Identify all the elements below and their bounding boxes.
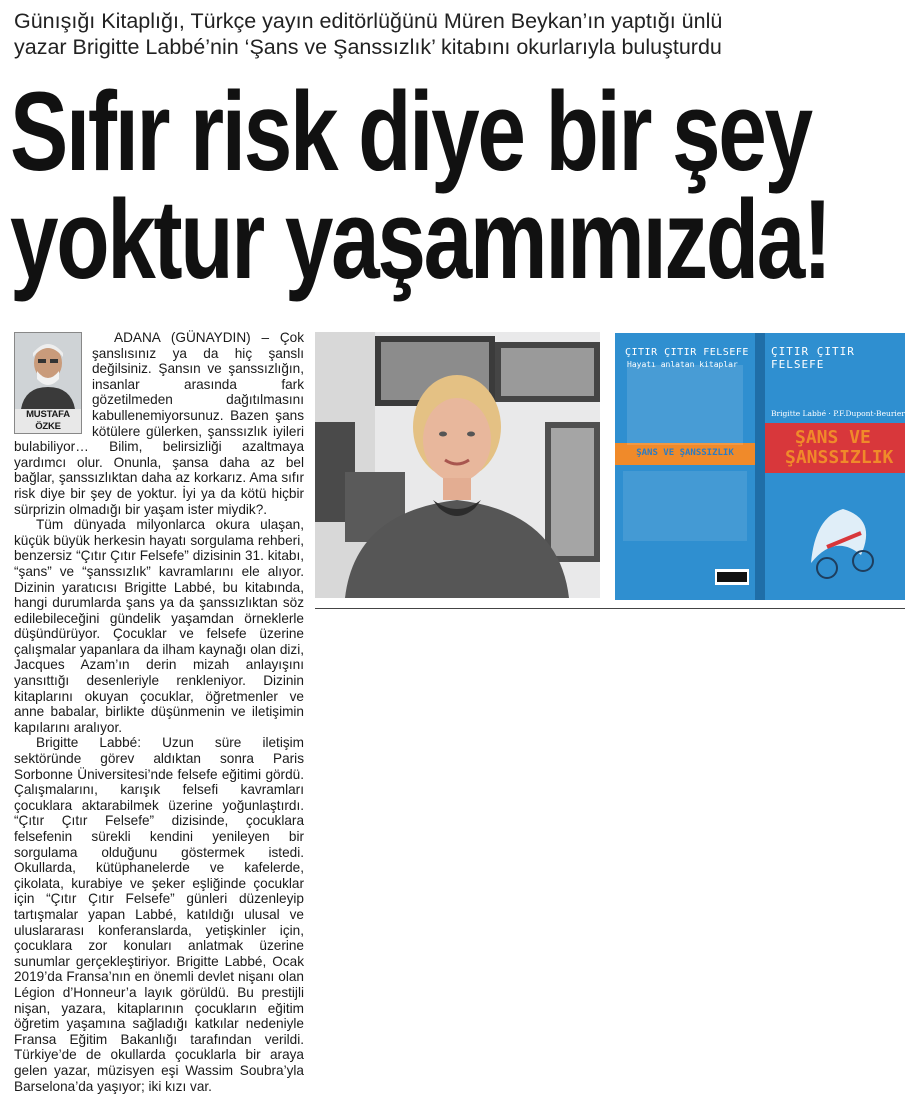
book-title-line-2: ŞANSSIZLIK bbox=[785, 447, 894, 468]
article-paragraph-1: ADANA (GÜNAYDIN) – Çok şanslısınız ya da hiç şanslı değilsiniz. Şansın ve şanssızlığın, insanlar arasında fark gözetilmeden dağıtılmasını kabullenemiyorsunuz. Bazen şans kötülere gülerken, şanssızlık iyileri bulabiliyor… Bilim, belirsizliği azaltmaya yardımcı olur. Onunla, şansa daha az bel bağlar, şanssızlıktan daha az korkarız. Ama sıfır risk diye bir şey de yoktur. İyi ya da kötü hiçbir sürprizin olmadığı bir yaşam ister miydik?. bbox=[14, 330, 304, 517]
book-spine-title: ŞANS VE ŞANSSIZLIK bbox=[636, 448, 734, 458]
article-paragraph-3: Brigitte Labbé: Uzun süre iletişim sektöründe görev aldıktan sonra Paris Sorbonne Üniversitesi’nde felsefe eğitimi gördü. Çalışmalarını, karışık felsefi kavramları çocuklara aktarabilmek üzerine yoğunlaştırdı. “Çıtır Çıtır Felsefe” dizisinde, çocuklara felsefenin sürekli kendini yenileyen bir sorgulama olduğunu göstermek istedi. Okullarda, kütüphanelerde ve kafelerde, çikolata, kurabiye ve şeker eşliğinde çocuklar için “Çıtır Çıtır Felsefe” günleri düzenleyip tartışmalar yapan Labbé, katıldığı ulusal ve uluslararası konferanslarda, yetişkinler için, çocuklara zor konuları anlatmak üzerine sunumlar gerçekleştiriyor. Brigitte Labbé, Ocak 2019’da Fransa’nın en önemli devlet nişanı olan Légion d’Honneur’a layık görüldü. Bu prestijli nişan, yazara, kitaplarının çocukların eğitim öğretim yaşamına sağladığı katkılar nedeniyle Fransa Eğitim Bakanlığı tarafından verildi. Türkiye’de de okullarda çocuklarla bir araya gelen yazar, müzisyen eşi Wassim Soubra’yla Barselona’da yaşıyor; iki kızı var. bbox=[14, 735, 304, 1094]
article-body bbox=[14, 330, 304, 1094]
author-photo bbox=[15, 333, 81, 409]
photo-divider bbox=[315, 608, 905, 609]
author-name: MUSTAFA ÖZKE bbox=[15, 409, 81, 433]
kicker bbox=[14, 8, 906, 60]
book-series-back-subtitle: Hayatı anlatan kitaplar bbox=[627, 360, 738, 369]
headline bbox=[10, 69, 830, 302]
book-series-back: ÇITIR ÇITIR FELSEFE bbox=[625, 347, 749, 358]
kicker-line-1: Günışığı Kitaplığı, Türkçe yayın editörlüğünü Müren Beykan’ın yaptığı ünlü bbox=[14, 9, 723, 33]
author-portrait-photo bbox=[315, 332, 600, 598]
headline-line-1: Sıfır risk diye bir şey bbox=[10, 69, 811, 194]
book-series-front: ÇITIR ÇITIR FELSEFE bbox=[771, 345, 855, 371]
author-box bbox=[14, 332, 82, 434]
book-authors: Brigitte Labbé · P.F.Dupont-Beurier bbox=[771, 409, 905, 418]
headline-line-2: yoktur yaşamımızda! bbox=[10, 177, 830, 302]
portrait-illustration bbox=[315, 332, 600, 598]
kicker-line-2: yazar Brigitte Labbé’nin ‘Şans ve Şanssızlık’ kitabını okurlarıyla buluşturdu bbox=[14, 35, 722, 59]
book-cover-photo bbox=[615, 333, 905, 600]
article-paragraph-2: Tüm dünyada milyonlarca okura ulaşan, küçük büyük herkesin hayatı sorgulama rehberi, benzersiz “Çıtır Çıtır Felsefe” dizisinin 31. kitabı, “şans” ve “şanssızlık” kavramlarını ele alıyor. Dizinin yaratıcısı Brigitte Labbé, bu kitabında, hangi durumlarda şans ya da şanssızlıktan söz edilebileceğini gündelik yaşamdan örneklerle düşündürüyor. Çocuklar ve felsefe üzerine çalışmalar yapanlara da ilham kaynağı olan dizi, Jacques Azam’ın derin mizah anlayışını yansıttığı desenleriyle renkleniyor. Dizinin kitaplarını okuyan çocuklar, öğretmenler ve anne babalar, birlikte düşünmenin ve iletişimin kapılarını aralıyor. bbox=[14, 517, 304, 735]
book-title-line-1: ŞANS VE bbox=[795, 427, 871, 448]
